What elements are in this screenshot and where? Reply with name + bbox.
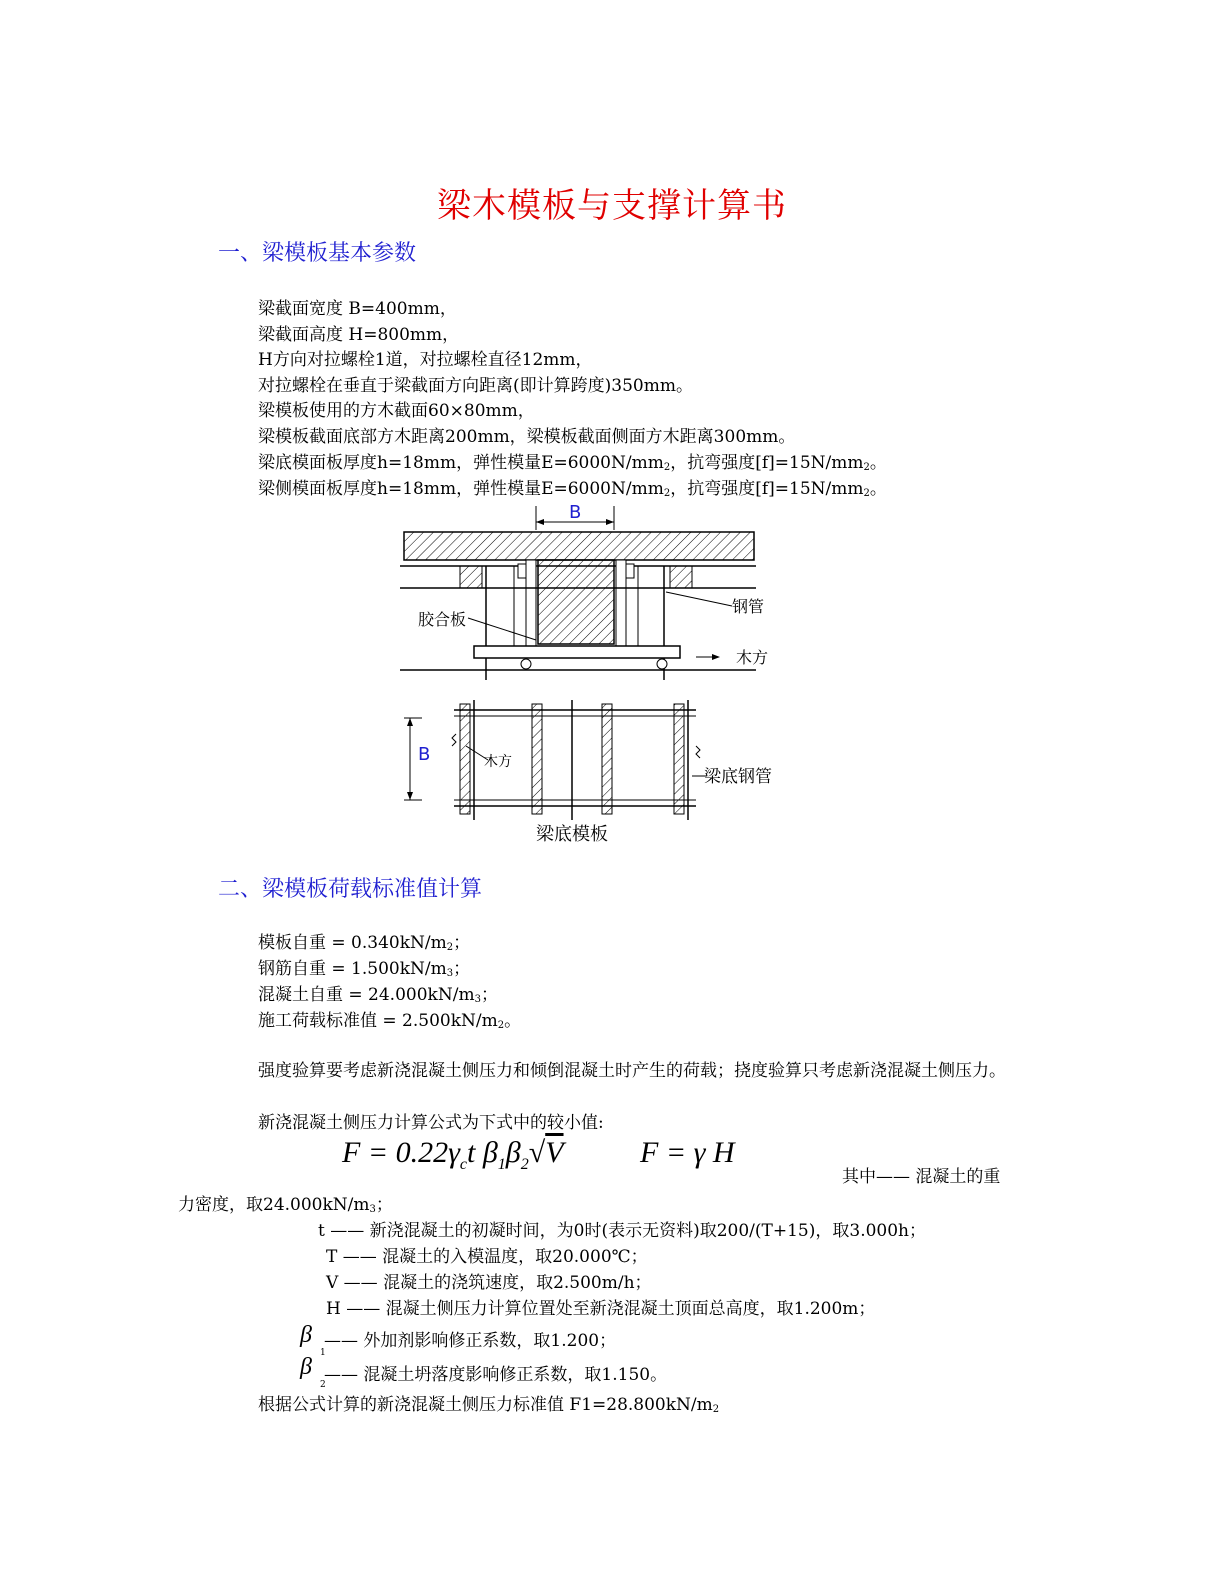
break-mark-left	[452, 734, 456, 746]
section-heading-basic-params: 一、梁模板基本参数	[218, 241, 417, 266]
dim-label-b: B	[418, 744, 431, 765]
arrow-up-icon	[407, 718, 413, 726]
timber-4	[674, 704, 684, 814]
result-f1: 根据公式计算的新浇混凝土侧压力标准值 $F1=28.800kN/m_2$	[258, 1395, 720, 1415]
load-formwork-weight: 模板自重 = $0.340kN/m_2$；	[258, 933, 471, 953]
side-timber-right	[626, 564, 634, 578]
slab-timber-right	[670, 566, 692, 588]
timber-1	[460, 704, 470, 814]
timber-2	[532, 704, 542, 814]
label-steel-pipe: 钢管	[732, 597, 765, 616]
figure-beam-section	[396, 500, 786, 690]
arrow-timber-icon	[712, 654, 720, 660]
page-title: 梁木模板与支撑计算书	[437, 186, 787, 226]
arrow-left-icon	[536, 519, 544, 525]
side-plywood-right	[616, 560, 626, 646]
figure-beam-bottom-plan	[396, 696, 796, 846]
concrete-beam	[538, 560, 614, 644]
param-bolt-spacing: 对拉螺栓在垂直于梁截面方向距离(即计算跨度)350mm。	[258, 376, 693, 396]
param-timber-section: 梁模板使用的方木截面60×80mm，	[258, 401, 535, 421]
slab-timber-left	[460, 566, 482, 588]
param-beam-height: 梁截面高度 H=800mm，	[258, 325, 460, 345]
def-height: H —— 混凝土侧压力计算位置处至新浇混凝土顶面总高度，取1.200m；	[326, 1299, 876, 1319]
formula-lateral-pressure-2: F = γ H	[640, 1136, 735, 1169]
def-beta1: β 1 —— 外加剂影响修正系数，取1.200；	[300, 1322, 617, 1358]
def-temperature: T —— 混凝土的入模温度，取20.000℃；	[326, 1247, 648, 1267]
param-tie-bolt: H方向对拉螺栓1道，对拉螺栓直径12mm，	[258, 350, 593, 370]
where-clause: 其中—— 混凝土的重	[842, 1167, 1001, 1187]
param-side-panel: 梁侧模面板厚度h=18mm，弹性模量$E=6000N/mm_2$，抗弯强度$[f]=15N/mm_2$。	[258, 479, 887, 499]
paragraph-formula-intro: 新浇混凝土侧压力计算公式为下式中的较小值:	[258, 1113, 604, 1133]
load-construction: 施工荷载标准值 = $2.500kN/m_2$。	[258, 1011, 522, 1031]
param-bottom-panel: 梁底模面板厚度h=18mm，弹性模量$E=6000N/mm_2$，抗弯强度$[f]=15N/mm_2$。	[258, 453, 887, 473]
paragraph-verification: 强度验算要考虑新浇混凝土侧压力和倾倒混凝土时产生的荷载；挠度验算只考虑新浇混凝土侧压力。	[258, 1061, 1006, 1081]
formula-lateral-pressure-1: $F = 0.22\gamma_ct$ $\beta_1\beta_2√V$	[342, 1136, 564, 1173]
dim-label-b: B	[569, 502, 582, 523]
label-plywood: 胶合板	[418, 610, 467, 629]
bottom-timber	[474, 646, 680, 658]
break-mark-right	[696, 746, 700, 758]
pipe-section-left	[521, 659, 531, 669]
param-beam-width: 梁截面宽度 B=400mm，	[258, 299, 457, 319]
def-t: t —— 新浇混凝土的初凝时间，为0时(表示无资料)取200/(T+15)，取3.000h；	[318, 1221, 926, 1241]
side-plywood-left	[526, 560, 536, 646]
label-timber: 木方	[484, 754, 512, 770]
floor-slab	[404, 532, 754, 560]
timber-3	[602, 704, 612, 814]
load-rebar-weight: 钢筋自重 = $1.500kN/m_3$；	[258, 959, 471, 979]
section-heading-loads: 二、梁模板荷载标准值计算	[218, 877, 483, 902]
arrow-down-icon	[407, 792, 413, 800]
param-timber-spacing: 梁模板截面底部方木距离200mm，梁模板截面侧面方木距离300mm。	[258, 427, 796, 447]
def-velocity: V —— 混凝土的浇筑速度，取2.500m/h；	[326, 1273, 652, 1293]
arrow-right-icon	[606, 519, 614, 525]
def-beta2: β 2 —— 混凝土坍落度影响修正系数，取1.150。	[300, 1354, 668, 1390]
where-clause-cont: 力密度，取$24.000kN/m_3$；	[178, 1195, 393, 1215]
side-timber-left	[518, 564, 526, 578]
figure-caption: 梁底模板	[536, 824, 608, 845]
load-concrete-weight: 混凝土自重 = $24.000kN/m_3$；	[258, 985, 498, 1005]
label-bottom-pipe: 梁底钢管	[704, 767, 772, 787]
pipe-section-right	[657, 659, 667, 669]
leader-steel-pipe	[666, 592, 732, 606]
label-timber: 木方	[736, 648, 769, 667]
